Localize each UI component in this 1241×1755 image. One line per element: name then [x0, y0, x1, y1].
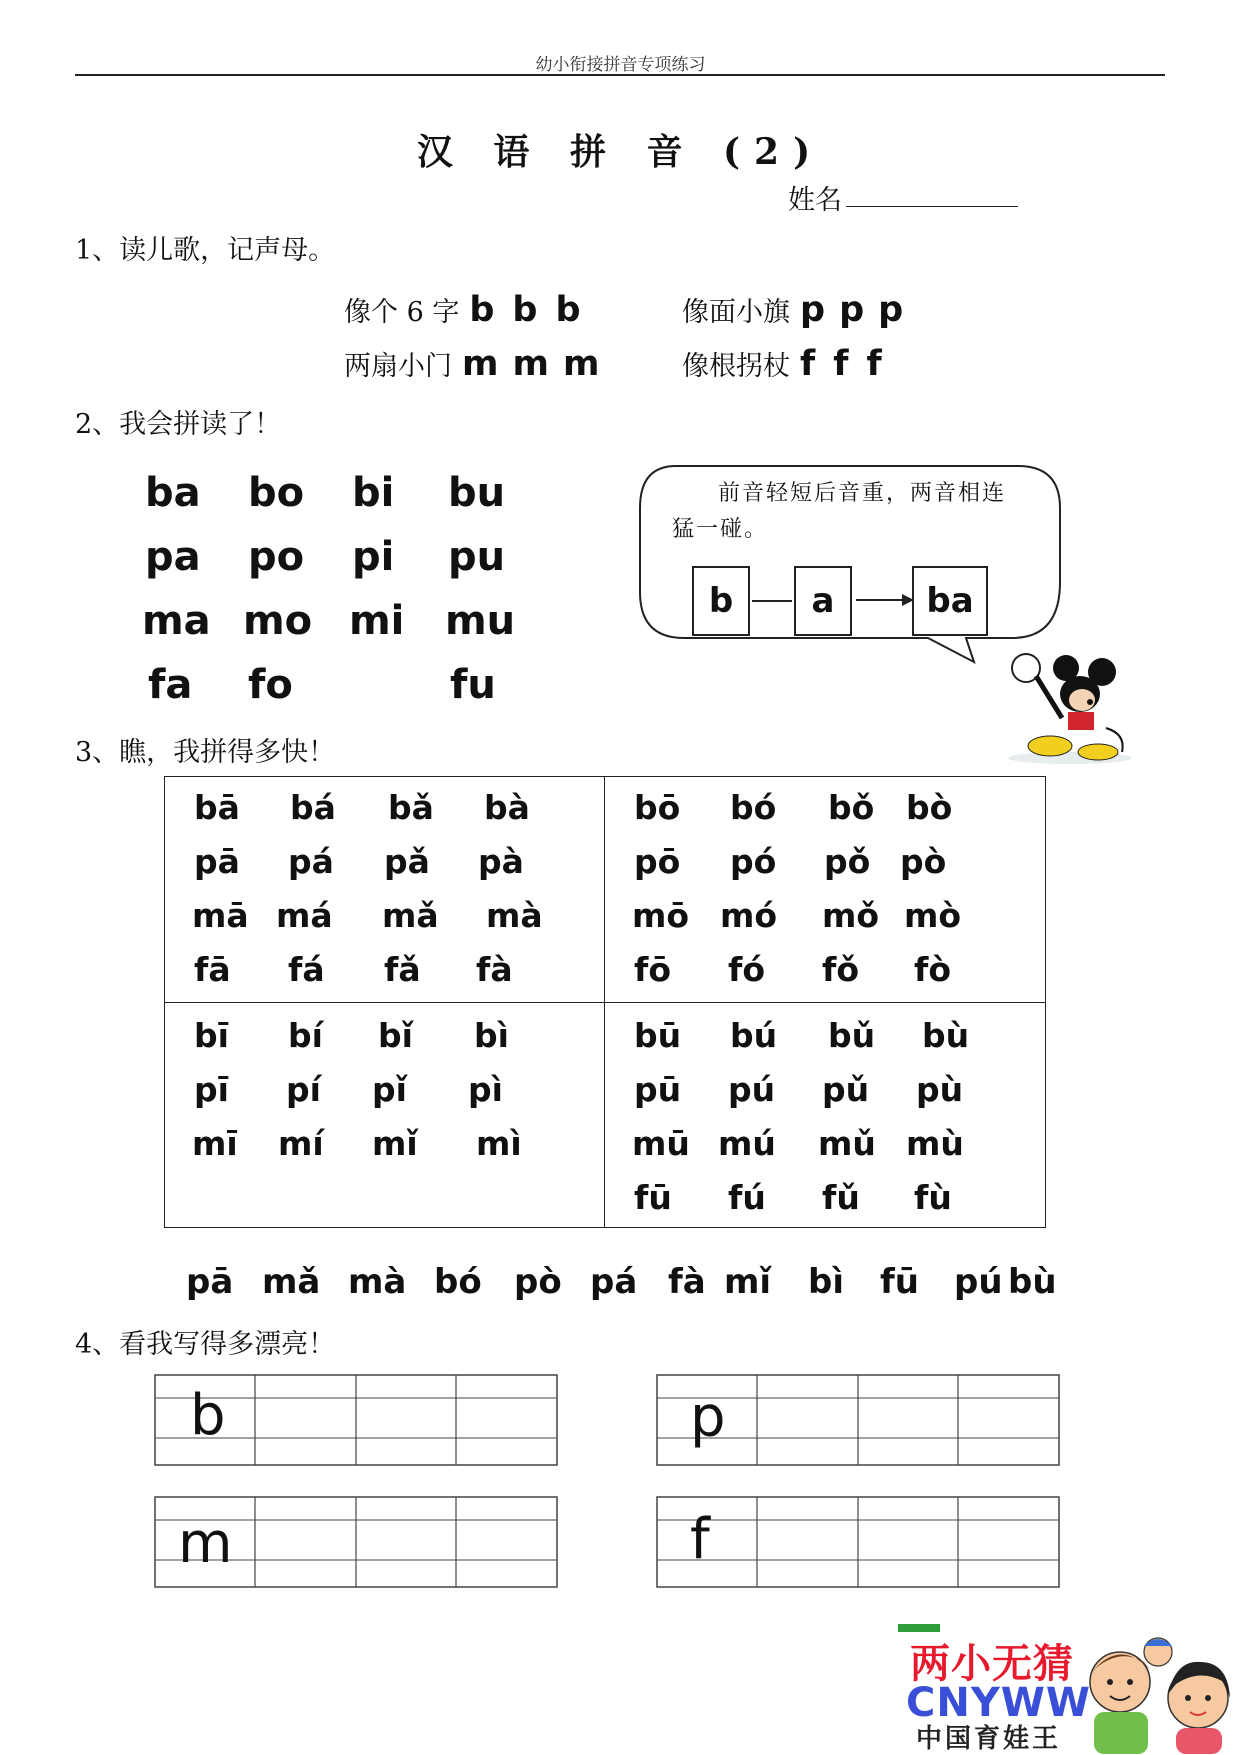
syllable: bi	[352, 470, 395, 516]
tone-syllable: pà	[478, 842, 524, 881]
mixed-syllable: pò	[514, 1262, 562, 1302]
cartoon-kids-icon	[1080, 1632, 1240, 1754]
rhyme-text: 像面小旗	[682, 297, 790, 328]
tone-syllable: mū	[632, 1124, 690, 1163]
tone-syllable: fā	[194, 950, 231, 989]
cartoon-mouse-icon	[1000, 648, 1140, 768]
rhyme-letter: b	[512, 290, 538, 330]
rhyme-letter: m	[512, 344, 549, 384]
tone-syllable: mó	[720, 896, 778, 935]
tone-syllable: bù	[922, 1016, 970, 1055]
tone-syllable: mí	[278, 1124, 324, 1163]
spell-box-syllable: ba	[912, 566, 988, 636]
tone-syllable: bā	[194, 788, 240, 827]
mixed-syllable: bù	[1008, 1262, 1057, 1302]
tone-syllable: pì	[468, 1070, 503, 1109]
syllable: fo	[248, 662, 293, 708]
tone-syllable: mǔ	[818, 1124, 876, 1163]
tone-syllable: pā	[194, 842, 240, 881]
mixed-syllable: fà	[668, 1262, 706, 1302]
bubble-text	[672, 476, 1052, 548]
mixed-syllable: mà	[348, 1262, 407, 1302]
rhyme-letter: p	[878, 290, 904, 330]
syllable: mi	[349, 598, 405, 644]
rhyme-letter: p	[800, 290, 826, 330]
tone-syllable: mò	[904, 896, 962, 935]
tone-syllable: bǎ	[388, 788, 434, 827]
tone-syllable: bī	[194, 1016, 229, 1055]
tone-syllable: fò	[914, 950, 952, 989]
grid-letter: b	[190, 1383, 226, 1448]
name-field[interactable]	[846, 206, 1018, 207]
rhyme-letter: f	[800, 344, 816, 384]
tone-syllable: bǔ	[828, 1016, 876, 1055]
tone-syllable: pǎ	[384, 842, 430, 881]
tone-syllable: pí	[286, 1070, 321, 1109]
tone-syllable: pù	[916, 1070, 964, 1109]
spell-box-final: a	[794, 566, 852, 636]
bubble-text-line: 前音轻短后音重，两音相连	[718, 481, 1007, 506]
tone-syllable: fō	[634, 950, 672, 989]
rhyme-text: 像根拐杖	[682, 351, 790, 382]
rhyme-letter: f	[833, 344, 849, 384]
tone-syllable: fó	[728, 950, 766, 989]
mixed-syllable: pú	[954, 1262, 1003, 1302]
tone-syllable: mǎ	[382, 896, 439, 935]
section4-heading: 4、看我写得多漂亮！	[75, 1329, 336, 1360]
rhyme-item	[682, 290, 903, 330]
tone-syllable: pá	[288, 842, 334, 881]
mixed-syllable: bì	[808, 1262, 844, 1302]
tone-syllable: bú	[730, 1016, 778, 1055]
tone-syllable: má	[276, 896, 333, 935]
tone-syllable: fǔ	[822, 1178, 860, 1217]
tone-syllable: mǒ	[822, 896, 880, 935]
syllable: bo	[248, 470, 305, 516]
tone-syllable: fù	[914, 1178, 952, 1217]
syllable: pi	[352, 534, 395, 580]
syllable: mo	[243, 598, 313, 644]
syllable: fa	[148, 662, 193, 708]
mixed-syllable: pā	[186, 1262, 234, 1302]
tone-syllable: mú	[718, 1124, 776, 1163]
rhyme-letter: m	[562, 344, 600, 384]
mixed-syllable: mǐ	[724, 1262, 772, 1302]
syllable: bu	[448, 470, 506, 516]
writing-grid[interactable]	[656, 1496, 1060, 1588]
grid-letter: f	[690, 1507, 710, 1572]
rhyme-item	[682, 344, 882, 384]
watermark-subtitle: 中国育娃王	[916, 1724, 1062, 1754]
connector-line	[752, 600, 792, 602]
mixed-syllable: mǎ	[262, 1262, 321, 1302]
mixed-syllable: fū	[880, 1262, 919, 1302]
rhyme-letter: p	[839, 290, 865, 330]
tone-syllable: mǐ	[372, 1124, 418, 1163]
tone-syllable: pǒ	[824, 842, 871, 881]
page-title: 汉 语 拼 音 (2)	[416, 131, 825, 173]
header-divider	[75, 74, 1165, 76]
syllable: fu	[450, 662, 496, 708]
tone-syllable: fǎ	[384, 950, 421, 989]
tone-syllable: bá	[290, 788, 336, 827]
tone-syllable: fǒ	[822, 950, 860, 989]
tone-syllable: bì	[474, 1016, 509, 1055]
rhyme-letter: m	[462, 344, 499, 384]
tone-syllable: mì	[476, 1124, 522, 1163]
tone-syllable: mà	[486, 896, 543, 935]
tone-syllable: bí	[288, 1016, 323, 1055]
tone-syllable: bà	[484, 788, 530, 827]
tone-syllable: fà	[476, 950, 513, 989]
syllable: po	[248, 534, 305, 580]
syllable: ma	[142, 598, 211, 644]
tone-syllable: mā	[192, 896, 249, 935]
tone-syllable: pō	[634, 842, 681, 881]
rhyme-letter: b	[469, 290, 495, 330]
arrow-icon	[856, 592, 914, 608]
rhyme-letter: f	[866, 344, 882, 384]
watermark-brand: CNYWW	[906, 1680, 1092, 1726]
tone-syllable: pī	[194, 1070, 229, 1109]
tone-syllable: bō	[634, 788, 681, 827]
page-header: 幼小衔接拼音专项练习	[535, 55, 706, 75]
rhyme-text: 两扇小门	[344, 351, 452, 382]
grid-letter: m	[178, 1511, 233, 1576]
tone-syllable: mī	[192, 1124, 238, 1163]
tone-syllable: pó	[730, 842, 777, 881]
rhyme-text: 像个 6 字	[344, 297, 460, 328]
rhyme-item	[344, 344, 599, 384]
syllable: pa	[145, 534, 201, 580]
tone-syllable: pú	[728, 1070, 776, 1109]
tone-syllable: bò	[906, 788, 953, 827]
bubble-text-line: 猛一碰。	[672, 517, 769, 542]
syllable: mu	[445, 598, 516, 644]
rhyme-letter: b	[555, 290, 581, 330]
tone-syllable: fú	[728, 1178, 766, 1217]
tone-syllable: mù	[906, 1124, 964, 1163]
tone-syllable: bǒ	[828, 788, 875, 827]
tone-syllable: pū	[634, 1070, 682, 1109]
name-label: 姓名	[788, 185, 842, 216]
rhyme-item	[344, 290, 581, 330]
spell-box-initial: b	[692, 566, 750, 636]
syllable: ba	[145, 470, 201, 516]
section1-heading: 1、读儿歌，记声母。	[75, 235, 336, 266]
table-divider	[164, 1002, 1046, 1003]
tone-syllable: bǐ	[378, 1016, 413, 1055]
tone-syllable: pǔ	[822, 1070, 870, 1109]
tone-syllable: pò	[900, 842, 947, 881]
section2-heading: 2、我会拼读了！	[75, 409, 282, 440]
tone-syllable: bū	[634, 1016, 682, 1055]
tone-syllable: fū	[634, 1178, 672, 1217]
mixed-syllable: bó	[434, 1262, 482, 1302]
tone-syllable: fá	[288, 950, 325, 989]
tone-syllable: mō	[632, 896, 690, 935]
section3-heading: 3、瞧，我拼得多快！	[75, 737, 336, 768]
watermark-title: 两小无猜	[910, 1641, 1074, 1687]
syllable: pu	[448, 534, 506, 580]
tone-syllable: pǐ	[372, 1070, 407, 1109]
mixed-syllable: pá	[590, 1262, 638, 1302]
watermark-accent-bar	[898, 1624, 940, 1632]
tone-syllable: bó	[730, 788, 777, 827]
grid-letter: p	[690, 1385, 726, 1450]
